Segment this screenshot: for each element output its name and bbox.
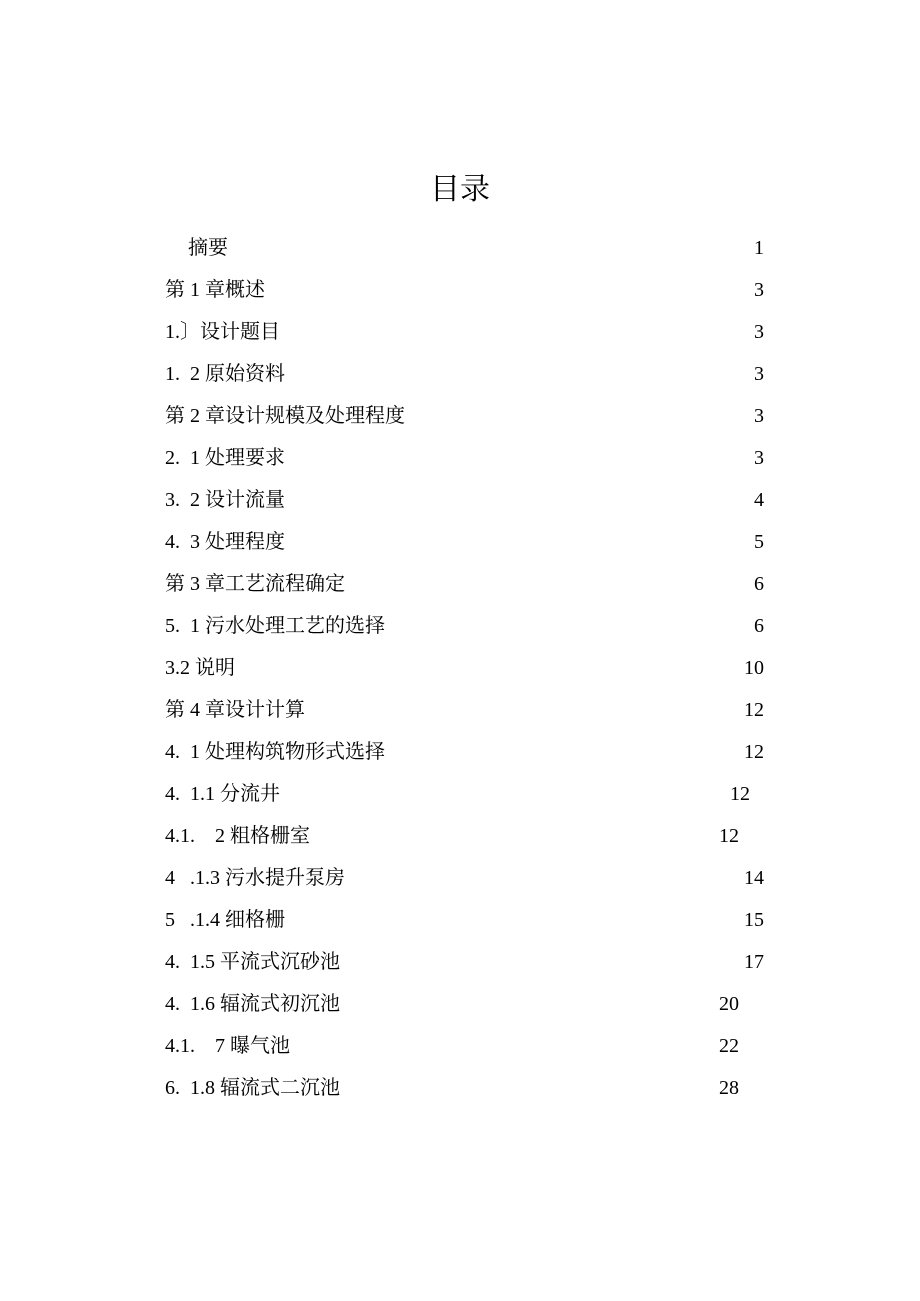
toc-entry-label[interactable]: 6. 1.8 辐流式二沉池 <box>165 1077 340 1099</box>
toc-entry-label[interactable]: 2. 1 处理要求 <box>165 447 285 469</box>
toc-entry-label[interactable]: 第 1 章概述 <box>165 279 265 301</box>
toc-entry-label[interactable]: 4.1. 2 粗格栅室 <box>165 825 310 847</box>
toc-entry-page: 3 <box>754 321 764 343</box>
toc-entry-page: 12 <box>719 825 739 847</box>
toc-entry-label[interactable]: 3.2 说明 <box>165 657 235 679</box>
toc-entry-label[interactable]: 4. 1 处理构筑物形式选择 <box>165 741 385 763</box>
toc-entry-page: 12 <box>744 741 764 763</box>
toc-entry-page: 6 <box>754 615 764 637</box>
toc-entry-page: 15 <box>744 909 764 931</box>
toc-entry-label[interactable]: 4. 1.5 平流式沉砂池 <box>165 951 340 973</box>
toc-entry-label[interactable]: 4. 3 处理程度 <box>165 531 285 553</box>
toc-entry-label[interactable]: 摘要 <box>188 237 228 259</box>
toc-entry-page: 1 <box>754 237 764 259</box>
toc-entry-label[interactable]: 第 3 章工艺流程确定 <box>165 573 345 595</box>
toc-entry-page: 10 <box>744 657 764 679</box>
toc-entry-label[interactable]: 4. 1.6 辐流式初沉池 <box>165 993 340 1015</box>
toc-entry-page: 3 <box>754 447 764 469</box>
page-title: 目录 <box>430 173 490 206</box>
toc-entry-label[interactable]: 4. 1.1 分流井 <box>165 783 280 805</box>
toc-entry-page: 14 <box>744 867 764 889</box>
toc-entry-page: 17 <box>744 951 764 973</box>
toc-entry-label[interactable]: 5. 1 污水处理工艺的选择 <box>165 615 385 637</box>
toc-entry-page: 28 <box>719 1077 739 1099</box>
toc-entry-page: 4 <box>754 489 764 511</box>
toc-entry-label[interactable]: 3. 2 设计流量 <box>165 489 285 511</box>
toc-entry-page: 12 <box>730 783 750 805</box>
toc-entry-label[interactable]: 4 .1.3 污水提升泵房 <box>165 867 345 889</box>
toc-entry-label[interactable]: 4.1. 7 曝气池 <box>165 1035 290 1057</box>
toc-entry-page: 12 <box>744 699 764 721</box>
toc-entry-label[interactable]: 5 .1.4 细格栅 <box>165 909 285 931</box>
toc-entry-page: 3 <box>754 405 764 427</box>
toc-entry-page: 6 <box>754 573 764 595</box>
toc-entry-page: 22 <box>719 1035 739 1057</box>
toc-entry-label[interactable]: 第 4 章设计计算 <box>165 699 305 721</box>
toc-entry-page: 20 <box>719 993 739 1015</box>
toc-entry-page: 3 <box>754 363 764 385</box>
toc-entry-label[interactable]: 1. 2 原始资料 <box>165 363 285 385</box>
toc-entry-label[interactable]: 第 2 章设计规模及处理程度 <box>165 405 405 427</box>
toc-entry-page: 3 <box>754 279 764 301</box>
toc-entry-page: 5 <box>754 531 764 553</box>
toc-entry-label[interactable]: 1.〕设计题目 <box>165 321 280 343</box>
